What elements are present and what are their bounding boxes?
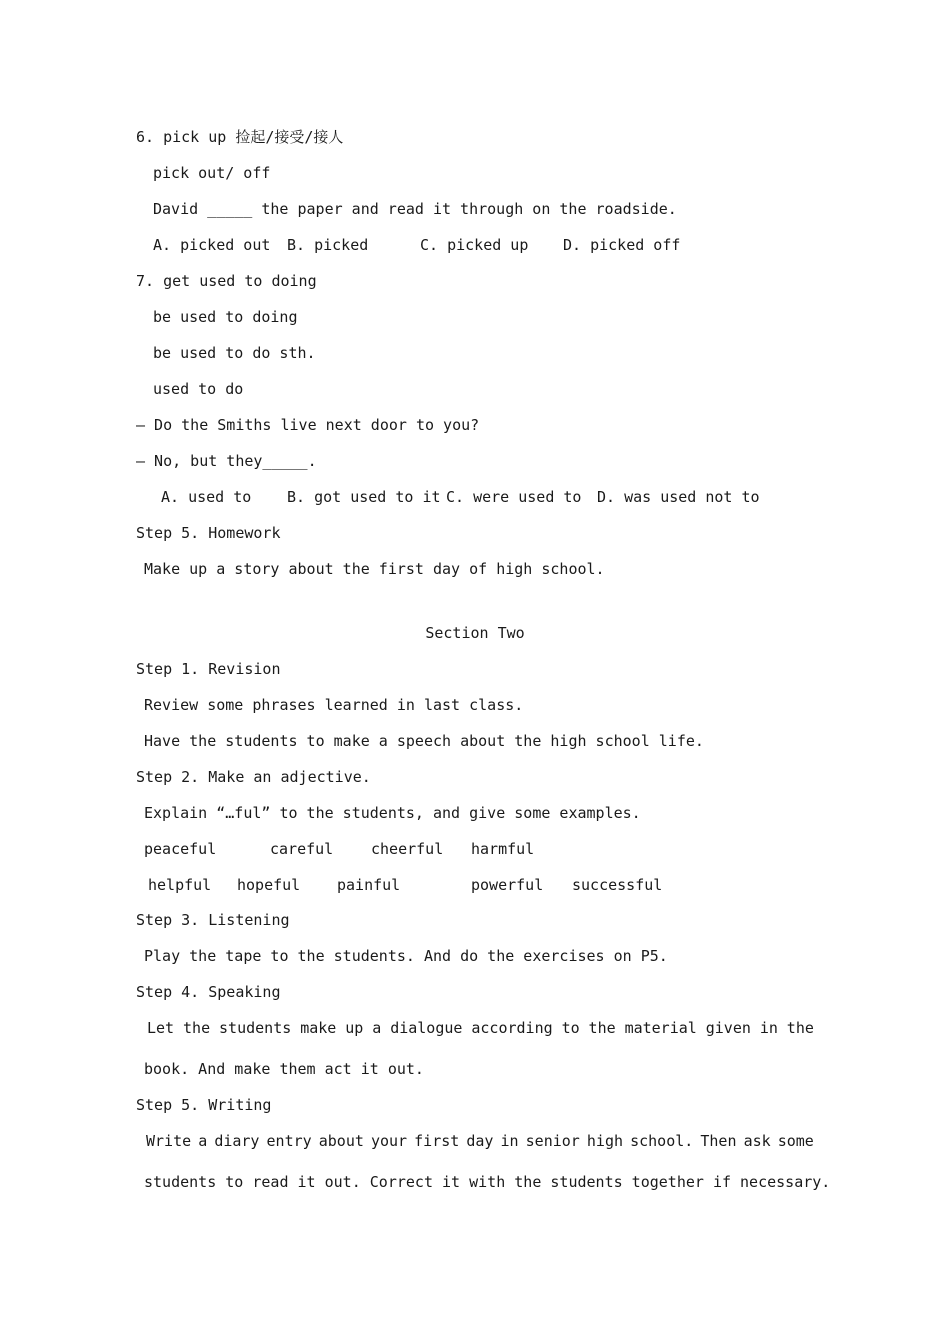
word: the [786,1019,814,1037]
item7-option-a: A. used to [161,488,252,506]
item7-sub: be used to doing [153,308,298,326]
item7-option-c: C. were used to [446,488,582,506]
word: the [183,1019,211,1037]
word: to [561,1019,580,1037]
word: given [705,1019,751,1037]
adjective-example: helpful [148,876,212,894]
word: Write [146,1132,192,1150]
item6-option-a: A. picked out [153,236,271,254]
item7-option-d: D. was used not to [597,488,760,506]
word: high [586,1132,624,1150]
step4-line1 [147,1018,814,1038]
item7-sub: used to do [153,380,244,398]
item7-sub: be used to do sth. [153,344,316,362]
word: dialogue [390,1019,463,1037]
homework-heading: Step 5. Homework [136,524,281,542]
word: make [300,1019,337,1037]
item6-option-b: B. picked [287,236,369,254]
step3-text: Play the tape to the students. And do the exercises on P5. [144,947,668,965]
word: some [777,1132,814,1150]
item7-dialogue-line: — Do the Smiths live next door to you? [136,416,480,434]
word: according [471,1019,553,1037]
item7-option-b: B. got used to it [287,488,441,506]
word: a [198,1132,208,1150]
item6-question: David _____ the paper and read it through on the roadside. [153,200,677,218]
adjective-example: peaceful [144,840,217,858]
word: diary [214,1132,260,1150]
word: Let [147,1019,175,1037]
adjective-example: harmful [471,840,535,858]
word: senior [525,1132,580,1150]
step2-heading: Step 2. Make an adjective. [136,768,371,786]
item6-sub: pick out/ off [153,164,271,182]
step5-line2: students to read it out. Correct it with the students together if necessary. [144,1173,831,1191]
word: day [466,1132,494,1150]
word: school. [630,1132,694,1150]
word: entry [266,1132,312,1150]
adjective-example: hopeful [237,876,301,894]
word: material [624,1019,697,1037]
step5-line1 [146,1131,814,1151]
word: students [219,1019,292,1037]
step2-text: Explain “…ful” to the students, and give some examples. [144,804,641,822]
step4-line2: book. And make them act it out. [144,1060,424,1078]
homework-text: Make up a story about the first day of high school. [144,560,605,578]
word: ask [743,1132,771,1150]
section-title: Section Two [425,624,525,642]
word: in [500,1132,519,1150]
step5-heading: Step 5. Writing [136,1096,272,1114]
step1-heading: Step 1. Revision [136,660,281,678]
step1-line: Review some phrases learned in last class. [144,696,524,714]
word: your [370,1132,408,1150]
step1-line: Have the students to make a speech about the high school life. [144,732,704,750]
adjective-example: careful [270,840,334,858]
step4-heading: Step 4. Speaking [136,983,281,1001]
adjective-example: powerful [471,876,544,894]
adjective-example: painful [337,876,401,894]
word: in [759,1019,778,1037]
adjective-example: successful [572,876,663,894]
item7-heading: 7. get used to doing [136,272,317,290]
item6-option-d: D. picked off [563,236,681,254]
word: a [372,1019,382,1037]
word: about [318,1132,364,1150]
step3-heading: Step 3. Listening [136,911,290,929]
word: Then [700,1132,737,1150]
word: up [345,1019,364,1037]
adjective-example: cheerful [371,840,444,858]
item6-heading: 6. pick up 捡起/接受/接人 [136,128,344,146]
item7-dialogue-line: — No, but they_____. [136,452,317,470]
word: first [414,1132,460,1150]
item6-option-c: C. picked up [420,236,529,254]
word: the [588,1019,616,1037]
